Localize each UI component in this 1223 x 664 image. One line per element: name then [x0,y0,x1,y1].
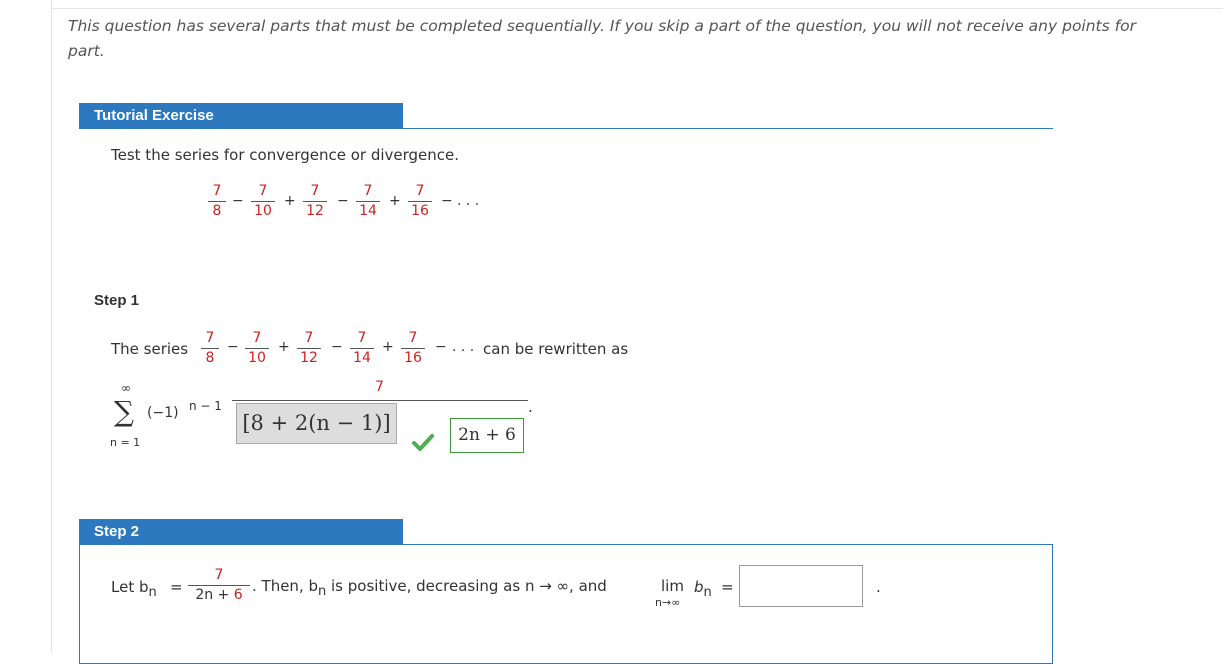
left-divider [51,0,52,653]
series-op-5: − [441,193,453,209]
series-ellipsis: . . . [457,193,480,209]
series-op-4: + [389,193,401,209]
step2-let-b: Let $b_n$ [111,578,157,600]
step1-ellipsis: . . . [452,339,475,355]
checkmark-icon [412,433,434,451]
series-op-3: − [337,193,349,209]
step2-then-text: . Then, $b_n$ is positive, decreasing as n → ∞, and [252,577,607,599]
step1-op-1: − [227,339,239,355]
step1-term-4: 7 14 [350,330,374,367]
step-2-panel [79,544,1053,664]
series-term-1: 7 8 [208,183,226,220]
series-term-4: 7 14 [356,183,380,220]
step-1-label: Step 1 [94,292,140,309]
step1-term-3: 7 12 [297,330,321,367]
intro-instructions [68,14,1223,64]
series-term-5: 7 16 [408,183,432,220]
sigma-lower-limit: n = 1 [110,436,141,449]
limit-b-n: $b_n$ [694,578,712,600]
series-op-1: − [232,193,244,209]
step1-period: . [528,398,533,416]
step1-op-5: − [435,339,447,355]
series-term-3: 7 12 [303,183,327,220]
limit-subscript: n→∞ [655,596,681,609]
sigma-symbol: ∑ [114,395,134,428]
alternating-sign-term: (−1) [147,405,179,421]
step1-fraction-bar [232,400,528,401]
tutorial-exercise-header: Tutorial Exercise [79,103,403,128]
step1-op-4: + [382,339,394,355]
intro-line-1: This question has several parts that must be completed sequentially. If you skip a part of the question, you will not receive any points for [68,17,1136,35]
tutorial-header-rule [79,128,1053,129]
sigma-upper-limit: ∞ [121,381,131,395]
step1-term-1: 7 8 [201,330,219,367]
step1-suffix: can be rewritten as [483,340,629,358]
exercise-prompt: Test the series for convergence or divergence. [111,146,460,164]
step1-op-3: − [331,339,343,355]
series-op-2: + [284,193,296,209]
step1-numerator: 7 [375,379,384,395]
limit-answer-input[interactable] [739,565,863,607]
step1-term-2: 7 10 [245,330,269,367]
denominator-math-box: [8 + 2(n − 1)] [236,403,397,444]
series-term-2: 7 10 [251,183,275,220]
step2-equals: = [170,578,183,596]
step1-term-5: 7 16 [401,330,425,367]
step1-op-2: + [278,339,290,355]
step-2-header: Step 2 [79,519,403,544]
step1-prefix: The series [111,340,189,358]
intro-line-2: part. [68,42,105,60]
step2-bn-fraction: 7 2n + 6 [188,567,250,604]
top-divider [51,8,1223,9]
step2-period: . [876,578,881,596]
limit-label: lim [661,577,684,595]
limit-equals: = [721,578,734,596]
alternating-exponent: n − 1 [189,399,222,413]
answer-input-2n-plus-6[interactable]: 2n + 6 [450,418,524,453]
